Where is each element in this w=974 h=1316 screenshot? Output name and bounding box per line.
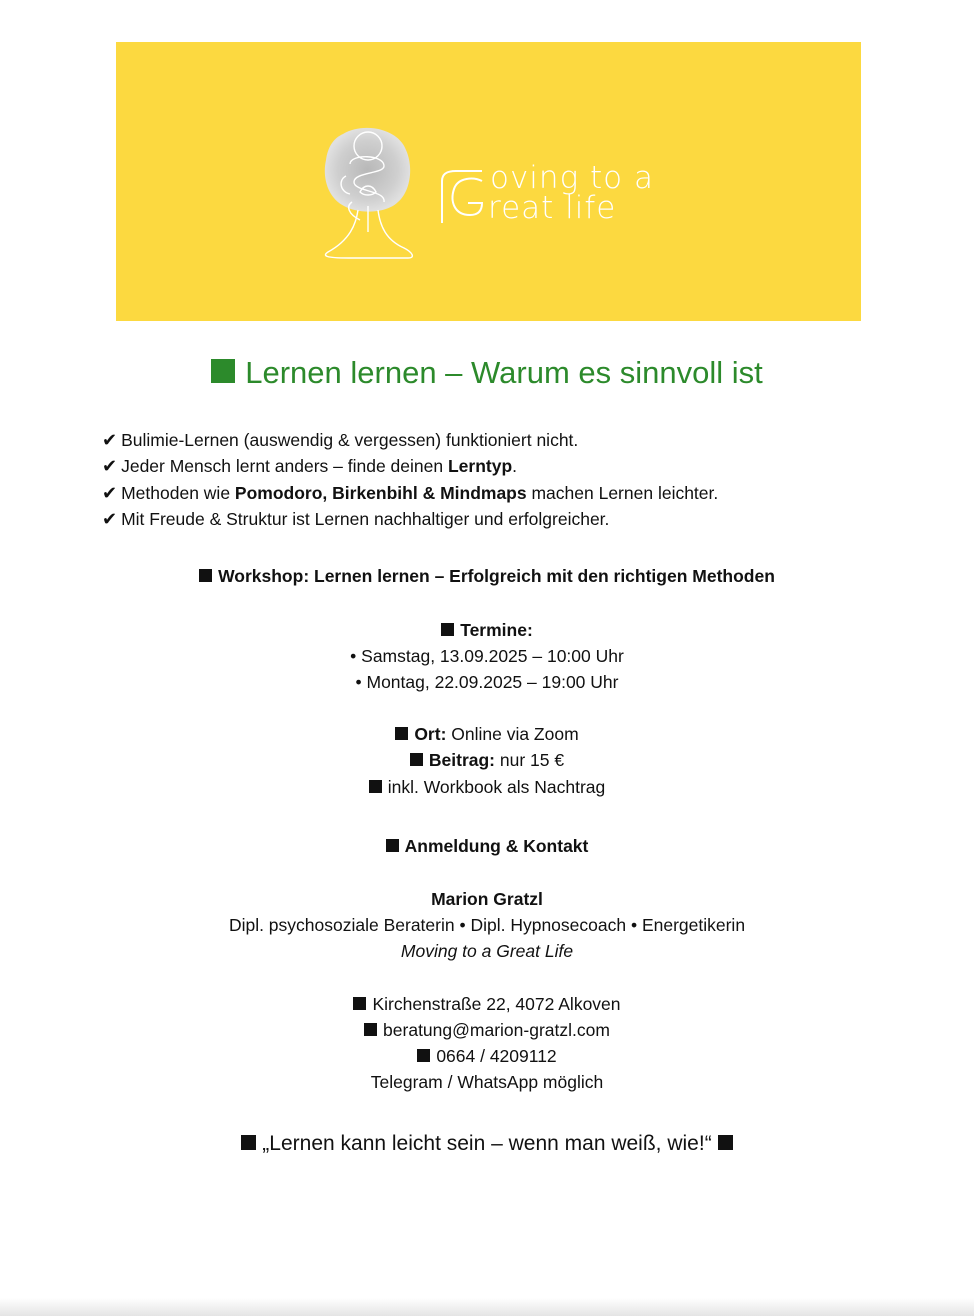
date-item: • Montag, 22.09.2025 – 19:00 Uhr: [355, 672, 619, 692]
checkmark-icon: ✔: [102, 456, 118, 477]
meditation-figure-icon: [288, 102, 438, 302]
email-link[interactable]: beratung@marion-gratzl.com: [383, 1020, 610, 1040]
square-bullet-icon: [199, 569, 212, 582]
email-line[interactable]: [0, 1020, 974, 1041]
page-title: [0, 355, 974, 391]
contact-heading: Anmeldung & Kontakt: [0, 836, 974, 857]
checkmark-icon: ✔: [102, 482, 118, 503]
termine-label: Termine:: [0, 620, 974, 641]
page-title-text: Lernen lernen – Warum es sinnvoll ist: [245, 355, 763, 390]
address-line: Kirchenstraße 22, 4072 Alkoven: [0, 994, 974, 1015]
square-bullet-icon: [417, 1049, 430, 1062]
price-line: Beitrag: nur 15 €: [0, 750, 974, 771]
workbook-line: inkl. Workbook als Nachtrag: [0, 777, 974, 798]
date-item: • Samstag, 13.09.2025 – 10:00 Uhr: [350, 646, 624, 666]
logo-text: [438, 160, 655, 226]
list-item: ✔ Mit Freude & Struktur ist Lernen nachhaltiger und erfolgreicher.: [102, 508, 610, 529]
square-bullet-icon: [369, 780, 382, 793]
logo-line-2: reat life: [488, 190, 617, 226]
page-edge-shadow: [0, 1298, 974, 1316]
contact-name: Marion Gratzl: [431, 889, 543, 909]
square-bullet-icon: [241, 1135, 256, 1150]
benefits-checklist: [102, 427, 718, 532]
logo-line-1: oving to a: [490, 160, 655, 196]
square-bullet-icon: [441, 623, 454, 636]
square-bullet-icon: [353, 997, 366, 1010]
square-bullet-icon: [395, 727, 408, 740]
square-bullet-icon: [364, 1023, 377, 1036]
list-item: ✔ Methoden wie Pomodoro, Birkenbihl & Mindmaps machen Lernen leichter.: [102, 482, 719, 503]
square-bullet-icon: [211, 359, 235, 383]
messenger-line: Telegram / WhatsApp möglich: [370, 1072, 604, 1092]
square-bullet-icon: [410, 753, 423, 766]
contact-titles: Dipl. psychosoziale Beraterin • Dipl. Hypnosecoach • Energetikerin: [228, 915, 746, 935]
list-item: ✔ Jeder Mensch lernt anders – finde deinen Lerntyp.: [102, 456, 518, 477]
workshop-title: Workshop: Lernen lernen – Erfolgreich mit den richtigen Methoden: [0, 566, 974, 587]
checkmark-icon: ✔: [102, 508, 118, 529]
square-bullet-icon: [386, 839, 399, 852]
phone-line: 0664 / 4209112: [0, 1046, 974, 1067]
logo-bracket-icon: [438, 167, 486, 223]
checkmark-icon: ✔: [102, 430, 118, 450]
location-line: Ort: Online via Zoom: [0, 724, 974, 745]
header-banner: [116, 42, 861, 321]
list-item: ✔ Bulimie-Lernen (auswendig & vergessen) funktioniert nicht.: [102, 430, 579, 450]
closing-quote: „Lernen kann leicht sein – wenn man weiß, wie!“: [0, 1132, 974, 1156]
contact-brand: Moving to a Great Life: [400, 941, 574, 961]
square-bullet-icon: [718, 1135, 733, 1150]
